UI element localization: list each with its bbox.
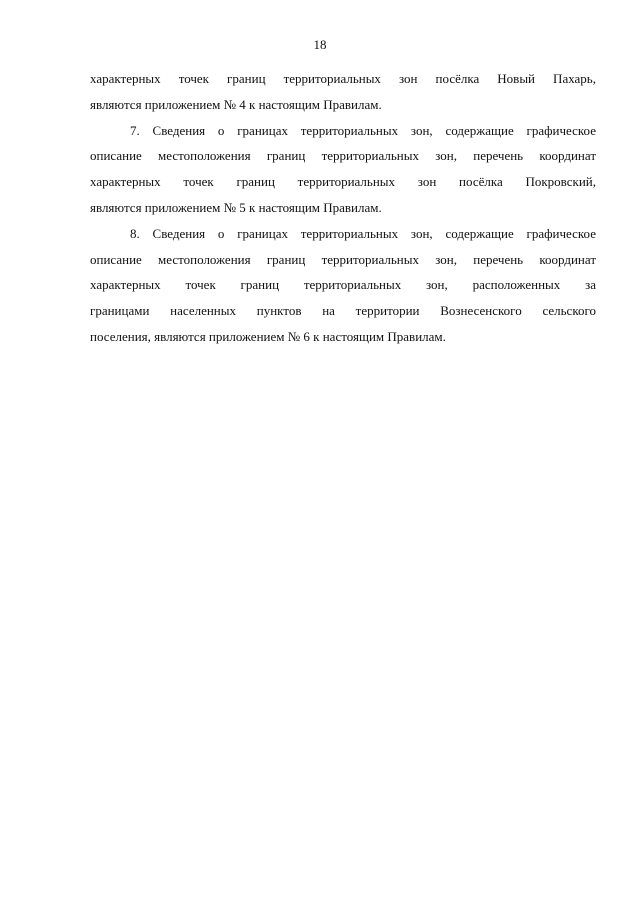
body-text	[90, 66, 596, 350]
text-line: являются приложением № 4 к настоящим Правилам.	[90, 96, 382, 112]
text-line: описание местоположения границ территориальных зон, перечень координат	[90, 148, 596, 164]
text-line: характерных точек границ территориальных зон, расположенных за	[90, 277, 596, 293]
text-line: характерных точек границ территориальных зон посёлка Новый Пахарь,	[90, 71, 596, 86]
text-line: 7. Сведения о границах территориальных зон, содержащие графическое	[130, 122, 596, 138]
text-line: поселения, являются приложением № 6 к настоящим Правилам.	[90, 328, 446, 344]
text-line: границами населенных пунктов на территории Вознесенского сельского	[90, 303, 596, 319]
page-number: 18	[313, 37, 327, 52]
text-line: являются приложением № 5 к настоящим Правилам.	[90, 199, 382, 215]
text-line: описание местоположения границ территориальных зон, перечень координат	[90, 251, 596, 267]
paragraph-item-7	[90, 118, 596, 221]
paragraph-continuation	[90, 66, 596, 118]
text-line: 8. Сведения о границах территориальных зон, содержащие графическое	[130, 225, 596, 241]
text-line: характерных точек границ территориальных зон посёлка Покровский,	[90, 174, 596, 190]
paragraph-item-8	[90, 221, 596, 350]
